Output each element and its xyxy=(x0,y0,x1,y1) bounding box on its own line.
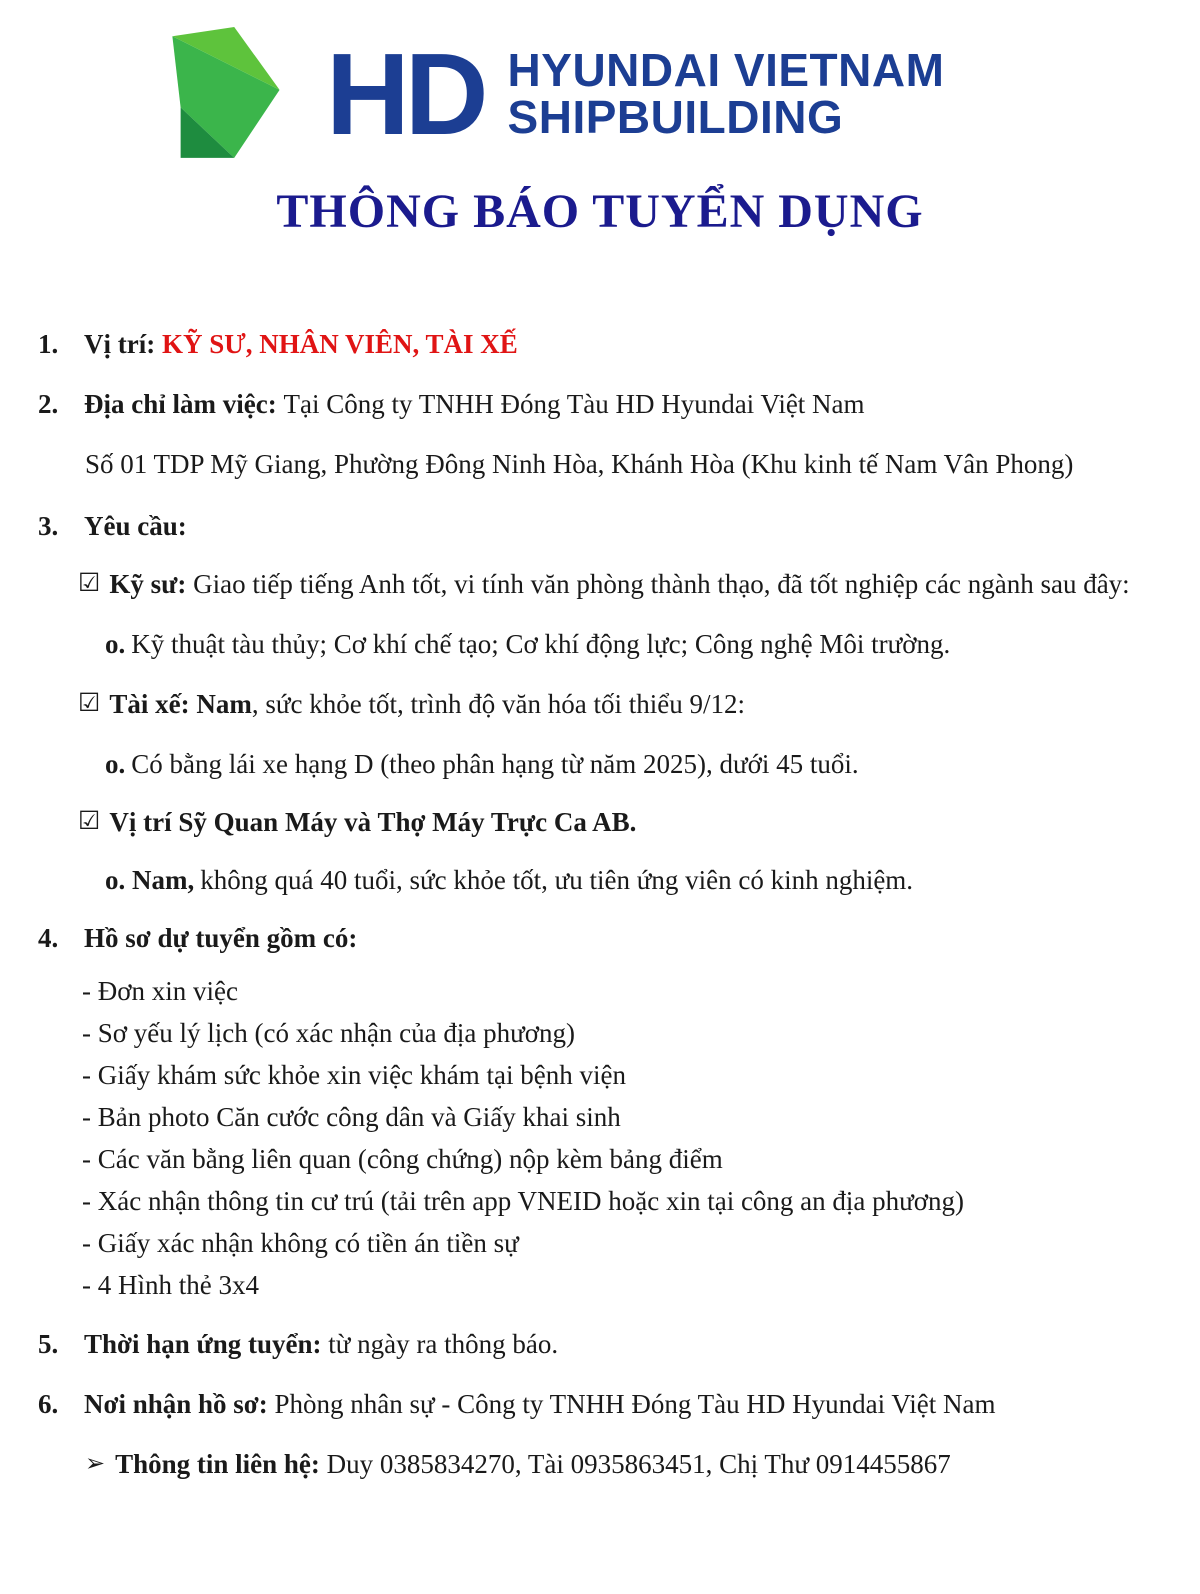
item-documents-label: Hồ sơ dự tuyển gồm có: xyxy=(84,923,358,953)
document-list-item xyxy=(82,1269,259,1303)
requirement-engineer-majors-text: Kỹ thuật tàu thủy; Cơ khí chế tạo; Cơ khí động lực; Công nghệ Môi trường. xyxy=(131,629,951,659)
requirement-officer-label: Vị trí Sỹ Quan Máy và Thợ Máy Trực Ca AB. xyxy=(109,807,637,837)
o-bullet: o. xyxy=(105,749,126,779)
document-list-item xyxy=(82,1185,964,1219)
requirement-driver-detail xyxy=(105,748,859,782)
document-item-text: - Sơ yếu lý lịch (có xác nhận của địa phương) xyxy=(82,1018,576,1048)
document-item-text: - Xác nhận thông tin cư trú (tải trên app VNEID hoặc xin tại công an địa phương) xyxy=(82,1186,965,1216)
item-position-value: KỸ SƯ, NHÂN VIÊN, TÀI XẾ xyxy=(161,329,518,359)
item-submission xyxy=(38,1388,995,1422)
item-number: 5. xyxy=(38,1329,59,1359)
item-submission-text: Phòng nhân sự - Công ty TNHH Đóng Tàu HD Hyundai Việt Nam xyxy=(274,1389,996,1419)
document-item-text: - Giấy xác nhận không có tiền án tiền sự xyxy=(82,1228,519,1258)
contact-label: Thông tin liên hệ: xyxy=(115,1449,327,1479)
o-bullet: o. Nam, xyxy=(105,865,195,895)
logo-arrow-icon xyxy=(168,27,286,161)
item-submission-label: Nơi nhận hồ sơ: xyxy=(84,1389,275,1419)
logo-hd-text: HD xyxy=(326,29,484,159)
requirement-engineer-text: Giao tiếp tiếng Anh tốt, vi tính văn phòng thành thạo, đã tốt nghiệp các ngành sau đây: xyxy=(193,569,1130,599)
document-list-item xyxy=(82,1143,723,1177)
document-item-text: - Các văn bằng liên quan (công chứng) nộp kèm bảng điểm xyxy=(82,1144,723,1174)
document-list-item xyxy=(82,1101,621,1135)
document-item-text: - Giấy khám sức khỏe xin việc khám tại bệnh viện xyxy=(82,1060,626,1090)
requirement-engineer xyxy=(78,568,1130,602)
item-position xyxy=(38,328,518,362)
item-address-line2 xyxy=(85,448,1073,482)
item-deadline-text: từ ngày ra thông báo. xyxy=(328,1329,559,1359)
item-number: 2. xyxy=(38,389,59,419)
checkbox-checked-icon: ☑ xyxy=(78,568,101,597)
contact-info xyxy=(85,1448,951,1482)
document-item-text: - Đơn xin việc xyxy=(82,976,238,1006)
item-position-label: Vị trí: xyxy=(84,329,162,359)
item-documents xyxy=(38,922,357,956)
item-deadline xyxy=(38,1328,558,1362)
requirement-driver xyxy=(78,688,745,722)
requirement-driver-detail-text: Có bằng lái xe hạng D (theo phân hạng từ năm 2025), dưới 45 tuổi. xyxy=(131,749,859,779)
logo-wordmark xyxy=(507,43,945,143)
checkbox-checked-icon: ☑ xyxy=(78,688,101,717)
o-bullet: o. xyxy=(105,629,126,659)
item-address-label: Địa chỉ làm việc: xyxy=(84,389,284,419)
logo-wordmark-line2: SHIPBUILDING xyxy=(507,91,844,143)
document-list-item xyxy=(82,1059,626,1093)
document-list-item xyxy=(82,975,238,1009)
page-title: THÔNG BÁO TUYỂN DỤNG xyxy=(276,185,924,238)
item-address-detail: Số 01 TDP Mỹ Giang, Phường Đông Ninh Hòa, Khánh Hòa (Khu kinh tế Nam Vân Phong) xyxy=(85,449,1074,479)
requirement-engineer-majors xyxy=(105,628,950,662)
item-number: 1. xyxy=(38,329,59,359)
document-list-item xyxy=(82,1017,575,1051)
item-number: 6. xyxy=(38,1389,59,1419)
item-deadline-label: Thời hạn ứng tuyển: xyxy=(84,1329,329,1359)
document-list-item xyxy=(82,1227,519,1261)
item-address xyxy=(38,388,865,422)
contact-numbers: Duy 0385834270, Tài 0935863451, Chị Thư 0914455867 xyxy=(326,1449,951,1479)
requirement-driver-text: , sức khỏe tốt, trình độ văn hóa tối thiểu 9/12: xyxy=(251,689,745,719)
requirement-officer-detail xyxy=(105,864,913,898)
requirement-engineer-label: Kỹ sư: xyxy=(109,569,194,599)
document-item-text: - Bản photo Căn cước công dân và Giấy khai sinh xyxy=(82,1102,621,1132)
requirement-officer-detail-text: không quá 40 tuổi, sức khỏe tốt, ưu tiên ứng viên có kinh nghiệm. xyxy=(200,865,914,895)
item-requirements xyxy=(38,510,187,544)
logo-wordmark-line1: HYUNDAI VIETNAM xyxy=(507,43,945,96)
checkbox-checked-icon: ☑ xyxy=(78,806,101,835)
item-number: 4. xyxy=(38,923,59,953)
company-logo xyxy=(168,24,944,164)
item-requirements-label: Yêu cầu: xyxy=(84,511,187,541)
item-number: 3. xyxy=(38,511,59,541)
document-item-text: - 4 Hình thẻ 3x4 xyxy=(82,1270,259,1300)
requirement-driver-label: Tài xế: Nam xyxy=(109,689,252,719)
requirement-officer xyxy=(78,806,636,840)
arrowhead-bullet-icon: ➢ xyxy=(85,1449,106,1477)
item-address-value: Tại Công ty TNHH Đóng Tàu HD Hyundai Việt Nam xyxy=(283,389,865,419)
